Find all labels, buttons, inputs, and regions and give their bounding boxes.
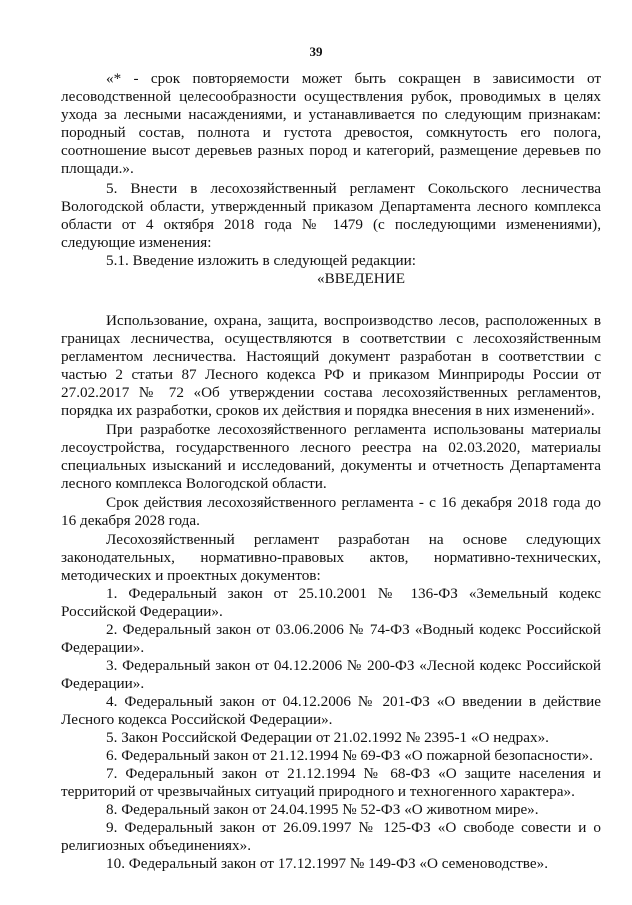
list-item: 3. Федеральный закон от 04.12.2006 № 200-ФЗ «Лесной кодекс Российской Федерации».	[61, 657, 601, 692]
paragraph-basis-documents: Лесохозяйственный регламент разработан на основе следующих законодательных, нормативно-правовых актов, нормативно-технических, методических и проектных документов:	[61, 531, 601, 584]
document-body	[61, 70, 601, 873]
list-item: 10. Федеральный закон от 17.12.1997 № 149-ФЗ «О семеноводстве».	[106, 855, 549, 872]
paragraph-amendment-intro: 5. Внести в лесохозяйственный регламент Сокольского лесничества Вологодской области, утвержденный приказом Департамента лесного комплекса области от 4 октября 2018 года № 1479 (с последующими изменениями), следующие изменения:	[61, 180, 601, 251]
list-item: 8. Федеральный закон от 24.04.1995 № 52-ФЗ «О животном мире».	[106, 801, 539, 818]
paragraph-materials: При разработке лесохозяйственного регламента использованы материалы лесоустройства, государственного лесного реестра на 02.03.2020, материалы специальных изысканий и исследований, документы и отчетность Департамента лесного комплекса Вологодской области.	[61, 421, 601, 492]
list-item: 2. Федеральный закон от 03.06.2006 № 74-ФЗ «Водный кодекс Российской Федерации».	[61, 621, 601, 656]
list-item: 5. Закон Российской Федерации от 21.02.1992 № 2395-1 «О недрах».	[106, 729, 549, 746]
list-item: 6. Федеральный закон от 21.12.1994 № 69-ФЗ «О пожарной безопасности».	[106, 747, 593, 764]
list-item: 7. Федеральный закон от 21.12.1994 № 68-ФЗ «О защите населения и территорий от чрезвычайных ситуаций природного и техногенного характера».	[61, 765, 601, 800]
list-item: 4. Федеральный закон от 04.12.2006 № 201-ФЗ «О введении в действие Лесного кодекса Российской Федерации».	[61, 693, 601, 728]
section-title: «ВВЕДЕНИЕ	[317, 270, 405, 287]
list-item: 1. Федеральный закон от 25.10.2001 № 136-ФЗ «Земельный кодекс Российской Федерации».	[61, 585, 601, 620]
paragraph-introduction-instruction: 5.1. Введение изложить в следующей редакции:	[106, 252, 416, 269]
list-item: 9. Федеральный закон от 26.09.1997 № 125-ФЗ «О свободе совести и о религиозных объединениях».	[61, 819, 601, 854]
paragraph-repeat-period-note: «* - срок повторяемости может быть сокращен в зависимости от лесоводственной целесообразности осуществления рубок, проводимых в целях ухода за лесными насаждениями, и устанавливается по следующим признакам: породный состав, полнота и густота древостоя, сомкнутость его полога, соотношение высот деревьев разных пород и категорий, размещение деревьев по площади.».	[61, 70, 601, 177]
page-number: 39	[309, 44, 323, 59]
paragraph-validity-period: Срок действия лесохозяйственного регламента - с 16 декабря 2018 года до 16 декабря 2028 года.	[61, 494, 601, 529]
paragraph-forest-use: Использование, охрана, защита, воспроизводство лесов, расположенных в границах лесничества, осуществляются в соответствии с лесохозяйственным регламентом лесничества. Настоящий документ разработан в соответствии с частью 2 статьи 87 Лесного кодекса РФ и приказом Минприроды России от 27.02.2017 № 72 «Об утверждении состава лесохозяйственных регламентов, порядка их разработки, сроков их действия и порядка внесения в них изменений».	[61, 312, 601, 419]
